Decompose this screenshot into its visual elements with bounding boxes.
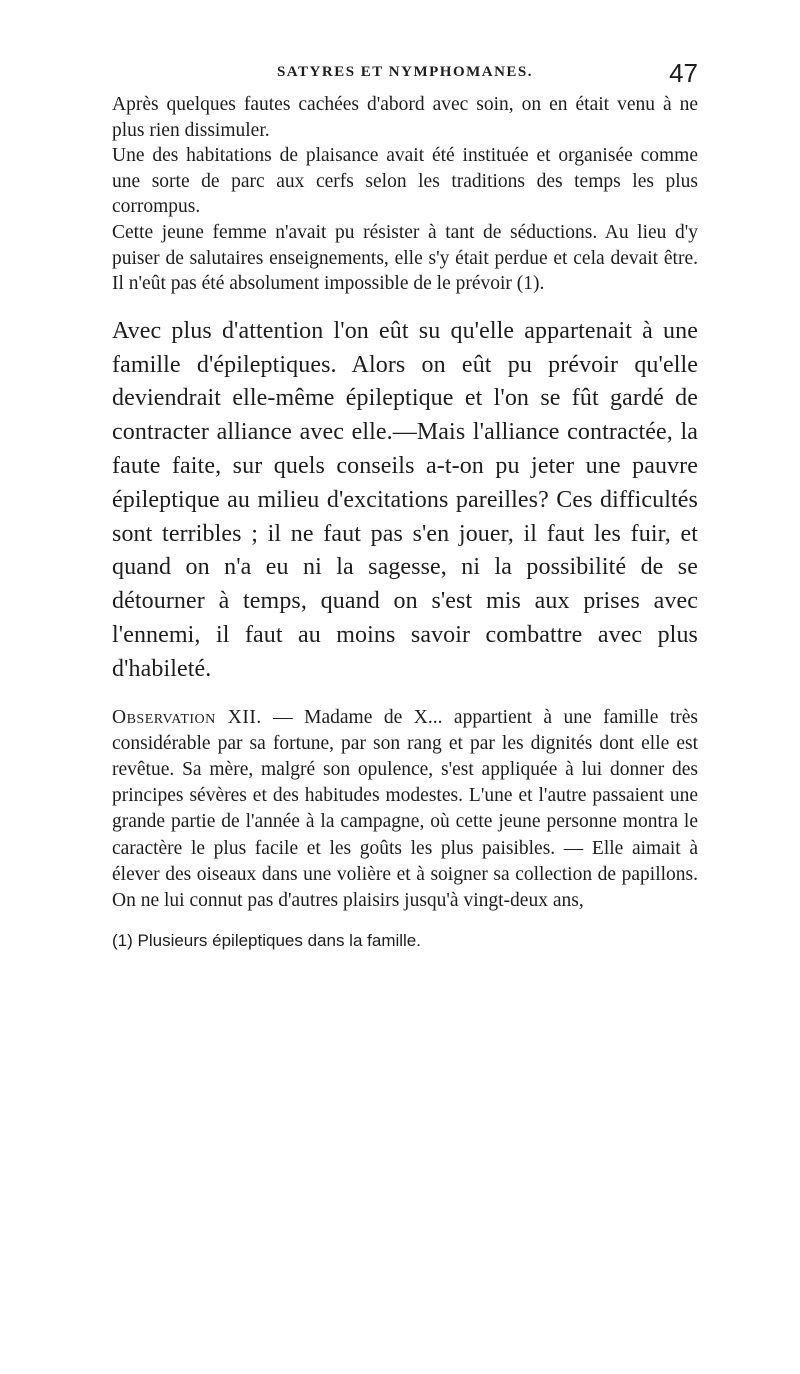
intro-paragraph: Après quelques fautes cachées d'abord avec soin, on en était venu à ne plus rien dissimuler. [112,94,698,141]
page-number: 47 [669,58,698,88]
main-section [112,315,698,687]
observation-paragraph [112,705,698,915]
main-paragraph: Avec plus d'attention l'on eût su qu'elle appartenait à une famille d'épileptiques. Alors on eût pu prévoir qu'elle deviendrait elle-même épileptique et l'on se fût gardé de contracter alliance avec elle.—Mais l'alliance contractée, la faute faite, sur quels conseils a-t-on pu jeter une pauvre épileptique au milieu d'excitations pareilles? Ces difficultés sont terribles ; il ne faut pas s'en jouer, il faut les fuir, et quand on n'a eu ni la sagesse, ni la possibilité de se détourner à temps, quand on s'est mis aux prises avec l'ennemi, il faut au moins savoir combattre avec plus d'habileté. [112,317,698,682]
intro-paragraph: Cette jeune femme n'avait pu résister à tant de séductions. Au lieu d'y puiser de salutaires enseignements, elle s'y était perdue et cela devait être. Il n'eût pas été absolument impossible de le prévoir (1). [112,221,698,295]
running-title: SATYRES ET NYMPHOMANES. [276,64,534,80]
book-page [112,58,698,952]
footnote-text: (1) Plusieurs épileptiques dans la famille. [112,931,421,951]
intro-section [112,92,698,297]
footnote-section [112,930,698,952]
observation-section [112,705,698,915]
observation-text: — Madame de X... appartient à une famille très considérable par sa fortune, par son rang et par les dignités dont elle est revêtue. Sa mère, malgré son opulence, s'est appliquée à lui donner des principes sévères et des habitudes modestes. L'une et l'autre passaient une grande partie de l'année à la campagne, où cette jeune personne montra le caractère le plus facile et les goûts les plus paisibles. — Elle aimait à élever des oiseaux dans une volière et à soigner sa collection de papillons. On ne lui connut pas d'autres plaisirs jusqu'à vingt-deux ans, [112,706,698,911]
intro-paragraph: Une des habitations de plaisance avait été instituée et organisée comme une sorte de parc aux cerfs selon les traditions des temps les plus corrompus. [112,145,698,218]
running-header [112,58,698,92]
observation-label: Observation XII. [112,706,262,728]
